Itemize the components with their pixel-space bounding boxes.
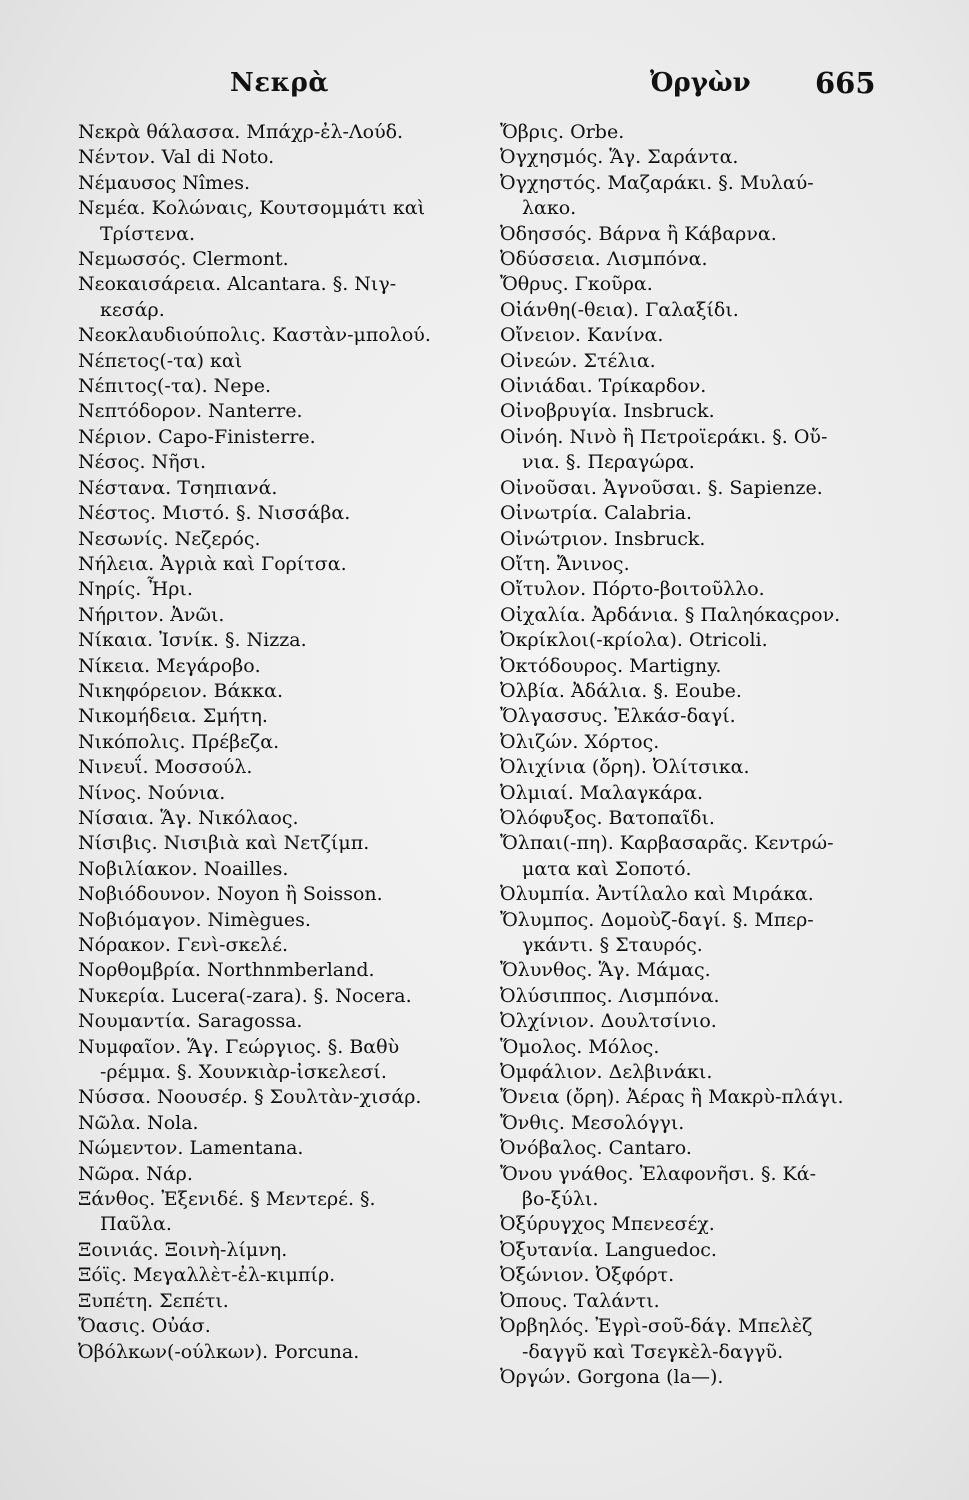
dictionary-entry: Ὄβρις. Orbe. xyxy=(500,121,625,143)
dictionary-entry: Οἰάνθη(-θεια). Γαλαξίδι. xyxy=(500,298,739,321)
dictionary-entry: Ὀξυτανία. Languedoc. xyxy=(500,1238,717,1261)
dictionary-entry: Ὄλγασσυς. Ἐλκάσ-δαγί. xyxy=(500,705,736,728)
dictionary-entry: Ὀξώνιον. Ὀξφόρτ. xyxy=(500,1264,675,1287)
dictionary-entry: Νέμαυσος Nîmes. xyxy=(78,171,251,194)
dictionary-entry: Ὀλυμπία. Ἀντίλαλο καὶ Μιράκα. xyxy=(500,883,814,906)
dictionary-entry: Νέντον. Val di Noto. xyxy=(78,146,275,169)
dictionary-entry: Νορθομβρία. Northnmberland. xyxy=(78,959,375,982)
dictionary-entry: Οἰνιάδαι. Τρίκαρδον. xyxy=(500,375,707,398)
dictionary-entry: Ξυπέτη. Σεπέτι. xyxy=(78,1289,229,1312)
dictionary-entry: Ὀλύσιππος. Λισμπόνα. xyxy=(500,984,720,1007)
dictionary-entry: Οἰνοῦσαι. Ἀγνοῦσαι. §. Sapienze. xyxy=(500,476,823,499)
dictionary-entry: Ὀπους. Ταλάντι. xyxy=(500,1289,660,1312)
dictionary-entry: Οἰνοβρυγία. Insbruck. xyxy=(500,400,715,423)
dictionary-entry: Νικόπολις. Πρέβεζα. xyxy=(78,730,280,753)
dictionary-entry: Οἴτη. Ἄνινος. xyxy=(500,552,630,575)
dictionary-entry: Νέστος. Μιστό. §. Νισσάβα. xyxy=(78,502,351,525)
dictionary-entry: Ὅμολος. Μόλος. xyxy=(500,1035,660,1058)
dictionary-entry: Νεμωσσός. Clermont. xyxy=(78,248,289,271)
dictionary-entry: Ὄασις. Οὐάσ. xyxy=(78,1315,211,1338)
dictionary-entry: Νύσσα. Νοουσέρ. § Σουλτὰν-χισάρ. xyxy=(78,1086,422,1109)
page-number: 665 xyxy=(815,66,876,100)
dictionary-entry: Νινευΐ. Μοσσούλ. xyxy=(78,756,253,779)
dictionary-entry: Νικομήδεια. Σμήτη. xyxy=(78,705,268,728)
dictionary-entry: Ὀρβηλός. Ἐγρὶ-σοῦ-δάγ. Μπελὲζ xyxy=(500,1315,813,1338)
dictionary-entry: Οἰνεών. Στέλια. xyxy=(500,349,656,372)
dictionary-entry: Ὀλιχίνια (ὄρη). Ὀλίτσικα. xyxy=(500,756,750,779)
dictionary-entry: Ὀλιζών. Χόρτος. xyxy=(500,730,660,753)
dictionary-entry: Οἴνειον. Κανίνα. xyxy=(500,324,664,347)
dictionary-entry: Ὄλπαι(-πη). Καρβασαρᾶς. Κεντρώ- xyxy=(500,832,834,855)
dictionary-entry: Νυμφαῖον. Ἅγ. Γεώργιος. §. Βαθὺ xyxy=(78,1035,400,1058)
dictionary-entry: Νουμαντία. Saragossa. xyxy=(78,1010,303,1033)
dictionary-entry: Νοβιόμαγον. Nimègues. xyxy=(78,908,311,931)
dictionary-entry: Νήριτον. Ἀνῶι. xyxy=(78,603,225,626)
page-header xyxy=(0,68,969,108)
dictionary-entry: Νήλεια. Ἀγριὰ καὶ Γορίτσα. xyxy=(78,552,347,575)
entry-continuation-line: -δαγγῦ καὶ Τσεγκὲλ-δαγγῦ. xyxy=(522,1340,784,1363)
header-right-word: Ὀργὼν xyxy=(650,68,751,98)
dictionary-entry: Νεοκαισάρεια. Alcantara. §. Νιγ- xyxy=(78,273,397,296)
dictionary-entry: Νυκερία. Lucera(-zara). §. Nocera. xyxy=(78,984,412,1007)
dictionary-entry: Ὀδύσσεια. Λισμπόνα. xyxy=(500,248,708,271)
dictionary-entry: Νέστανα. Τσηπιανά. xyxy=(78,476,278,499)
dictionary-entry: Νέπιτος(-τα). Nepe. xyxy=(78,375,271,398)
dictionary-entry: Νῶρα. Νάρ. xyxy=(78,1162,193,1185)
dictionary-entry: Οἰνώτριον. Insbruck. xyxy=(500,527,706,550)
dictionary-entry: Ὀξύρυγχος Μπενεσέχ. xyxy=(500,1213,715,1236)
dictionary-entry: Νέσος. Νῆσι. xyxy=(78,451,207,474)
dictionary-entry: Νίσιβις. Νισιβιὰ καὶ Νετζίμπ. xyxy=(78,832,370,855)
entry-continuation-line: Παῦλα. xyxy=(100,1213,172,1236)
entry-continuation-line: -ρέμμα. §. Χουνκιὰρ-ἰσκελεσί. xyxy=(100,1061,387,1084)
dictionary-entry: Ὀδησσός. Βάρνα ἢ Κάβαρνα. xyxy=(500,222,777,245)
dictionary-entry: Οἰνωτρία. Calabria. xyxy=(500,502,693,525)
entry-continuation-line: νια. §. Περαγώρα. xyxy=(522,451,695,474)
entry-continuation-line: Τρίστενα. xyxy=(100,222,196,245)
dictionary-entry: Νίνος. Νούνια. xyxy=(78,781,226,804)
dictionary-entry: Νεπτόδορον. Nanterre. xyxy=(78,400,303,423)
dictionary-entry: Νέπετος(-τα) καὶ xyxy=(78,349,243,372)
dictionary-entry: Νοβιόδουνον. Noyon ἢ Soisson. xyxy=(78,883,383,906)
dictionary-entry: Ὄλυμπος. Δομοὺζ-δαγί. §. Μπερ- xyxy=(500,908,814,931)
dictionary-entry: Ὀργών. Gorgona (la—). xyxy=(500,1365,724,1388)
dictionary-entry: Νηρίς. Ἦρι. xyxy=(78,578,193,601)
dictionary-entry: Ὀνόβαλος. Cantaro. xyxy=(500,1137,692,1160)
right-column xyxy=(500,120,895,1390)
dictionary-entry: Νέριον. Capo-Finisterre. xyxy=(78,425,316,448)
entry-continuation-line: γκάντι. § Σταυρός. xyxy=(522,934,703,956)
dictionary-entry: Ὀμφάλιον. Δελβινάκι. xyxy=(500,1061,713,1084)
entry-continuation-line: λακο. xyxy=(522,197,577,220)
dictionary-entry: Νεκρὰ θάλασσα. Μπάχρ-ἐλ-Λούδ. xyxy=(78,121,404,143)
dictionary-entry: Ὀκτόδουρος. Martigny. xyxy=(500,654,722,677)
dictionary-entry: Ὄθρυς. Γκοῦρα. xyxy=(500,273,653,296)
dictionary-entry: Νῶλα. Nola. xyxy=(78,1111,199,1134)
dictionary-entry: Νεοκλαυδιούπολις. Καστὰν-μπολού. xyxy=(78,324,431,347)
dictionary-entry: Ὀβόλκων(-ούλκων). Porcuna. xyxy=(78,1340,360,1363)
dictionary-entry: Ὄνθις. Μεσολόγγι. xyxy=(500,1111,685,1134)
entry-continuation-line: βο-ξύλι. xyxy=(522,1188,599,1211)
dictionary-entry: Νόρακον. Γενὶ-σκελέ. xyxy=(78,934,289,956)
dictionary-entry: Ὄνεια (ὄρη). Ἀέρας ἢ Μακρὺ-πλάγι. xyxy=(500,1086,844,1109)
dictionary-entry: Ξοινιάς. Ξοινὴ-λίμνη. xyxy=(78,1238,288,1261)
dictionary-entry: Νίκεια. Μεγάροβο. xyxy=(78,654,261,677)
dictionary-entry: Ὀγχησμός. Ἅγ. Σαράντα. xyxy=(500,146,739,169)
dictionary-entry: Ὀκρίκλοι(-κρίολα). Otricoli. xyxy=(500,629,768,652)
dictionary-entry: Νοβιλίακον. Noailles. xyxy=(78,857,289,880)
entry-continuation-line: κεσάρ. xyxy=(100,298,165,321)
dictionary-entry: Οἴτυλον. Πόρτο-βοιτοῦλλο. xyxy=(500,578,765,601)
dictionary-entry: Ὀλχίνιον. Δουλτσίνιο. xyxy=(500,1010,717,1033)
dictionary-entry: Νίσαια. Ἅγ. Νικόλαος. xyxy=(78,806,299,829)
dictionary-entry: Ὄνου γνάθος. Ἐλαφονῆσι. §. Κά- xyxy=(500,1162,816,1185)
dictionary-entry: Ὀλβία. Ἀδάλια. §. Eoube. xyxy=(500,679,742,702)
dictionary-entry: Νίκαια. Ἰσνίκ. §. Nizza. xyxy=(78,629,307,652)
left-column xyxy=(78,120,478,1365)
dictionary-entry: Οἰνόη. Νινὸ ἢ Πετροϊεράκι. §. Οὔ- xyxy=(500,425,828,448)
dictionary-entry: Νώμεντον. Lamentana. xyxy=(78,1137,304,1160)
dictionary-entry: Νεμέα. Κολώναις, Κουτσομμάτι καὶ xyxy=(78,197,426,220)
dictionary-entry: Ξάνθος. Ἐξενιδέ. § Μεντερέ. §. xyxy=(78,1188,376,1211)
header-left-word: Νεκρὰ xyxy=(230,68,329,98)
entry-continuation-line: ματα καὶ Σοποτό. xyxy=(522,857,692,880)
dictionary-entry: Νεσωνίς. Νεζερός. xyxy=(78,527,261,550)
dictionary-entry: Ὀλμιαί. Μαλαγκάρα. xyxy=(500,781,704,804)
dictionary-entry: Ὄλυνθος. Ἅγ. Μάμας. xyxy=(500,959,711,982)
dictionary-entry: Ξόϊς. Μεγαλλὲτ-ἐλ-κιμπίρ. xyxy=(78,1264,336,1287)
dictionary-entry: Νικηφόρειον. Βάκκα. xyxy=(78,679,284,702)
dictionary-entry: Ὀλόφυξος. Βατοπαῖδι. xyxy=(500,806,715,829)
dictionary-entry: Ὀγχηστός. Μαζαράκι. §. Μυλαύ- xyxy=(500,171,814,194)
dictionary-entry: Οἰχαλία. Ἀρδάνια. § Παληόκαςρον. xyxy=(500,603,841,626)
